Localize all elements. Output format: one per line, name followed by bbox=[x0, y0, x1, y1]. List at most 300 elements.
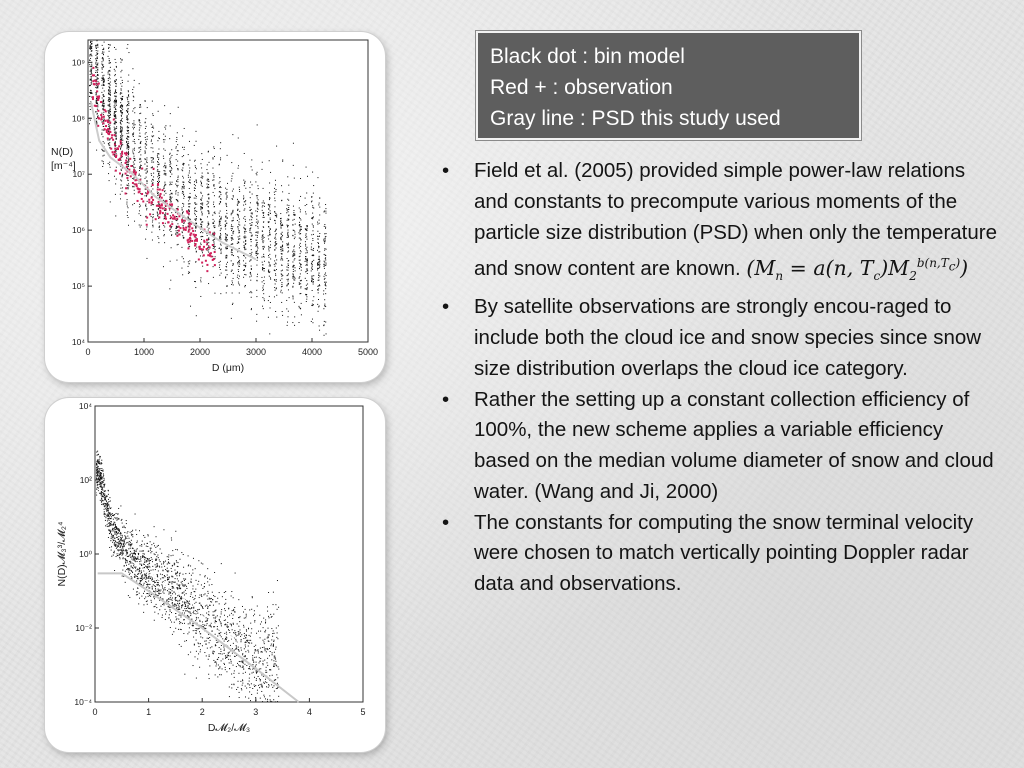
bin-model-dot bbox=[134, 203, 135, 204]
bin-model-dot bbox=[301, 226, 302, 227]
bin-model-dot bbox=[245, 644, 246, 645]
bin-model-dot bbox=[276, 269, 277, 270]
bin-model-dot bbox=[121, 119, 122, 120]
bin-model-dot bbox=[127, 533, 128, 534]
bin-model-dot bbox=[163, 218, 164, 219]
bin-model-dot bbox=[149, 561, 150, 562]
bin-model-dot bbox=[232, 134, 233, 135]
bin-model-dot bbox=[293, 206, 294, 207]
bin-model-dot bbox=[172, 603, 173, 604]
bin-model-dot bbox=[185, 585, 186, 586]
bin-model-dot bbox=[243, 627, 244, 628]
bin-model-dot bbox=[114, 69, 115, 70]
bin-model-dot bbox=[125, 562, 126, 563]
observation-marker bbox=[106, 129, 108, 131]
bin-model-dot bbox=[313, 208, 314, 209]
bin-model-dot bbox=[157, 236, 158, 237]
bin-model-dot bbox=[226, 286, 227, 287]
bin-model-dot bbox=[255, 235, 256, 236]
bin-model-dot bbox=[116, 67, 117, 68]
bin-model-dot bbox=[266, 667, 267, 668]
bin-model-dot bbox=[318, 275, 319, 276]
bin-model-dot bbox=[111, 534, 112, 535]
bin-model-dot bbox=[281, 270, 282, 271]
bin-model-dot bbox=[299, 282, 300, 283]
bin-model-dot bbox=[152, 167, 153, 168]
bin-model-dot bbox=[189, 167, 190, 168]
bin-model-dot bbox=[294, 231, 295, 232]
bin-model-dot bbox=[312, 218, 313, 219]
bin-model-dot bbox=[110, 106, 111, 107]
bin-model-dot bbox=[268, 271, 269, 272]
bin-model-dot bbox=[97, 72, 98, 73]
bin-model-dot bbox=[301, 314, 302, 315]
bin-model-dot bbox=[326, 275, 327, 276]
observation-marker bbox=[142, 200, 144, 202]
bin-model-dot bbox=[300, 196, 301, 197]
bin-model-dot bbox=[108, 173, 109, 174]
observation-marker bbox=[161, 197, 163, 199]
bin-model-dot bbox=[324, 241, 325, 242]
bin-model-dot bbox=[173, 587, 174, 588]
bin-model-dot bbox=[231, 284, 232, 285]
bin-model-dot bbox=[263, 285, 264, 286]
bin-model-dot bbox=[89, 48, 90, 49]
bin-model-dot bbox=[178, 607, 179, 608]
bin-model-dot bbox=[147, 166, 148, 167]
bin-model-dot bbox=[132, 530, 133, 531]
bin-model-dot bbox=[95, 87, 96, 88]
bin-model-dot bbox=[209, 625, 210, 626]
bin-model-dot bbox=[162, 587, 163, 588]
bin-model-dot bbox=[275, 184, 276, 185]
bin-model-dot bbox=[269, 204, 270, 205]
bin-model-dot bbox=[318, 259, 319, 260]
bin-model-dot bbox=[242, 606, 243, 607]
bin-model-dot bbox=[268, 249, 269, 250]
bin-model-dot bbox=[194, 145, 195, 146]
bin-model-dot bbox=[231, 249, 232, 250]
bin-model-dot bbox=[151, 576, 152, 577]
bin-model-dot bbox=[171, 540, 172, 541]
bin-model-dot bbox=[211, 602, 212, 603]
bin-model-dot bbox=[97, 113, 98, 114]
bin-model-dot bbox=[139, 571, 140, 572]
bin-model-dot bbox=[244, 185, 245, 186]
bin-model-dot bbox=[275, 243, 276, 244]
observation-marker bbox=[92, 80, 94, 82]
observation-marker bbox=[206, 264, 208, 266]
bin-model-dot bbox=[201, 596, 202, 597]
bin-model-dot bbox=[109, 162, 110, 163]
bin-model-dot bbox=[294, 251, 295, 252]
bin-model-dot bbox=[280, 291, 281, 292]
bin-model-dot bbox=[281, 284, 282, 285]
bin-model-dot bbox=[115, 98, 116, 99]
bin-model-dot bbox=[306, 289, 307, 290]
bin-model-dot bbox=[109, 91, 110, 92]
bin-model-dot bbox=[270, 247, 271, 248]
bin-model-dot bbox=[89, 55, 90, 56]
bin-model-dot bbox=[164, 105, 165, 106]
observation-marker bbox=[188, 228, 190, 230]
bin-model-dot bbox=[163, 562, 164, 563]
bin-model-dot bbox=[162, 586, 163, 587]
bin-model-dot bbox=[125, 582, 126, 583]
bin-model-dot bbox=[282, 246, 283, 247]
bin-model-dot bbox=[152, 225, 153, 226]
bin-model-dot bbox=[107, 505, 108, 506]
bin-model-dot bbox=[101, 481, 102, 482]
bin-model-dot bbox=[123, 543, 124, 544]
bin-model-dot bbox=[256, 662, 257, 663]
bin-model-dot bbox=[169, 581, 170, 582]
bin-model-dot bbox=[275, 191, 276, 192]
bin-model-dot bbox=[97, 485, 98, 486]
bin-model-dot bbox=[273, 614, 274, 615]
bin-model-dot bbox=[121, 104, 122, 105]
bin-model-dot bbox=[313, 248, 314, 249]
bin-model-dot bbox=[287, 279, 288, 280]
bin-model-dot bbox=[238, 626, 239, 627]
bin-model-dot bbox=[182, 156, 183, 157]
bin-model-dot bbox=[292, 266, 293, 267]
bin-model-dot bbox=[307, 226, 308, 227]
bin-model-dot bbox=[170, 201, 171, 202]
bin-model-dot bbox=[306, 236, 307, 237]
bin-model-dot bbox=[193, 599, 194, 600]
bin-model-dot bbox=[108, 97, 109, 98]
bin-model-dot bbox=[149, 567, 150, 568]
bin-model-dot bbox=[306, 261, 307, 262]
bin-model-dot bbox=[226, 213, 227, 214]
bin-model-dot bbox=[193, 637, 194, 638]
bin-model-dot bbox=[103, 96, 104, 97]
bin-model-dot bbox=[97, 67, 98, 68]
bin-model-dot bbox=[90, 85, 91, 86]
bin-model-dot bbox=[255, 650, 256, 651]
bin-model-dot bbox=[244, 664, 245, 665]
bin-model-dot bbox=[121, 162, 122, 163]
bin-model-dot bbox=[269, 669, 270, 670]
bin-model-dot bbox=[300, 264, 301, 265]
observation-marker bbox=[209, 255, 211, 257]
bin-model-dot bbox=[97, 484, 98, 485]
bin-model-dot bbox=[220, 293, 221, 294]
observation-markers bbox=[92, 67, 216, 272]
bin-model-dot bbox=[244, 182, 245, 183]
bin-model-dot bbox=[293, 214, 294, 215]
bin-model-dot bbox=[243, 270, 244, 271]
bin-model-dot bbox=[217, 636, 218, 637]
bin-model-dot bbox=[171, 168, 172, 169]
bin-model-dot bbox=[268, 208, 269, 209]
bin-model-dot bbox=[178, 150, 179, 151]
bin-model-dot bbox=[238, 242, 239, 243]
bin-model-dot bbox=[109, 125, 110, 126]
bin-model-dot bbox=[256, 195, 257, 196]
bin-model-dot bbox=[270, 219, 271, 220]
bin-model-dot bbox=[135, 530, 136, 531]
bin-model-dot bbox=[131, 553, 132, 554]
bin-model-dot bbox=[257, 185, 258, 186]
bin-model-dot bbox=[115, 142, 116, 143]
bin-model-dot bbox=[127, 99, 128, 100]
bin-model-dot bbox=[144, 195, 145, 196]
bin-model-dot bbox=[212, 215, 213, 216]
bin-model-dot bbox=[136, 594, 137, 595]
bin-model-dot bbox=[313, 227, 314, 228]
bin-model-dot bbox=[126, 110, 127, 111]
bin-model-dot bbox=[243, 242, 244, 243]
bin-model-dot bbox=[319, 236, 320, 237]
bin-model-dot bbox=[243, 638, 244, 639]
bin-model-dot bbox=[154, 553, 155, 554]
bin-model-dot bbox=[218, 657, 219, 658]
bin-model-dot bbox=[165, 223, 166, 224]
observation-marker bbox=[124, 152, 126, 154]
bin-model-dot bbox=[268, 226, 269, 227]
bin-model-dot bbox=[182, 170, 183, 171]
bin-model-dot bbox=[158, 164, 159, 165]
bin-model-dot bbox=[106, 501, 107, 502]
psd-chart-top bbox=[45, 32, 385, 382]
bin-model-dot bbox=[95, 62, 96, 63]
bin-model-dot bbox=[125, 539, 126, 540]
bin-model-dot bbox=[157, 576, 158, 577]
bin-model-dot bbox=[181, 629, 182, 630]
bin-model-dot bbox=[183, 610, 184, 611]
bin-model-dot bbox=[121, 538, 122, 539]
bin-model-dot bbox=[245, 237, 246, 238]
bin-model-dot bbox=[168, 559, 169, 560]
observation-marker bbox=[92, 74, 94, 76]
bin-model-dot bbox=[151, 232, 152, 233]
bin-model-dot bbox=[139, 151, 140, 152]
observation-marker bbox=[198, 258, 200, 260]
bin-model-dot bbox=[250, 280, 251, 281]
bin-model-dot bbox=[110, 524, 111, 525]
bin-model-dot bbox=[127, 562, 128, 563]
bin-model-dot bbox=[122, 80, 123, 81]
bin-model-dot bbox=[240, 641, 241, 642]
bin-model-dot bbox=[312, 207, 313, 208]
observation-marker bbox=[184, 220, 186, 222]
bin-model-dot bbox=[190, 197, 191, 198]
bin-model-dot bbox=[128, 175, 129, 176]
bin-model-dot bbox=[325, 255, 326, 256]
bin-model-dot bbox=[138, 139, 139, 140]
bin-model-dot bbox=[205, 606, 206, 607]
bin-model-dot bbox=[114, 176, 115, 177]
observation-marker bbox=[112, 151, 114, 153]
bin-model-dot bbox=[257, 274, 258, 275]
bin-model-dot bbox=[217, 642, 218, 643]
bin-model-dot bbox=[251, 166, 252, 167]
bin-model-dot bbox=[96, 60, 97, 61]
bin-model-dot bbox=[146, 258, 147, 259]
bin-model-dot bbox=[147, 546, 148, 547]
bin-model-dot bbox=[249, 635, 250, 636]
observation-marker bbox=[167, 213, 169, 215]
bin-model-dot bbox=[103, 75, 104, 76]
bin-model-dot bbox=[254, 684, 255, 685]
bin-model-dot bbox=[233, 624, 234, 625]
bin-model-dot bbox=[196, 611, 197, 612]
bin-model-dot bbox=[262, 239, 263, 240]
bin-model-dot bbox=[111, 556, 112, 557]
bin-model-dot bbox=[277, 609, 278, 610]
bin-model-dot bbox=[90, 54, 91, 55]
bin-model-dot bbox=[108, 100, 109, 101]
bin-model-dot bbox=[177, 578, 178, 579]
bin-model-dot bbox=[141, 575, 142, 576]
bin-model-dot bbox=[240, 661, 241, 662]
bin-model-dot bbox=[207, 164, 208, 165]
bin-model-dot bbox=[235, 656, 236, 657]
observation-marker bbox=[120, 155, 122, 157]
bin-model-dot bbox=[139, 122, 140, 123]
bin-model-dot bbox=[160, 593, 161, 594]
bin-model-dot bbox=[268, 684, 269, 685]
bin-model-dot bbox=[140, 551, 141, 552]
bin-model-dot bbox=[110, 108, 111, 109]
bin-model-dot bbox=[226, 292, 227, 293]
bin-model-dot bbox=[146, 209, 147, 210]
bin-model-dot bbox=[91, 83, 92, 84]
bin-model-dot bbox=[216, 663, 217, 664]
bin-model-dot bbox=[114, 101, 115, 102]
bin-model-dot bbox=[219, 183, 220, 184]
bin-model-dot bbox=[249, 219, 250, 220]
bin-model-dot bbox=[306, 225, 307, 226]
bin-model-dot bbox=[112, 542, 113, 543]
bin-model-dot bbox=[130, 555, 131, 556]
bin-model-dot bbox=[268, 640, 269, 641]
bin-model-dot bbox=[140, 193, 141, 194]
bin-model-dot bbox=[110, 138, 111, 139]
observation-marker bbox=[92, 67, 94, 69]
bin-model-dot bbox=[243, 236, 244, 237]
bin-model-dot bbox=[102, 75, 103, 76]
bin-model-dot bbox=[159, 227, 160, 228]
observation-marker bbox=[160, 207, 162, 209]
bin-model-dot bbox=[163, 139, 164, 140]
bin-model-dot bbox=[212, 615, 213, 616]
bin-model-dot bbox=[311, 263, 312, 264]
bin-model-dot bbox=[128, 95, 129, 96]
bin-model-dot bbox=[241, 689, 242, 690]
bin-model-dot bbox=[96, 67, 97, 68]
bin-model-dot bbox=[170, 157, 171, 158]
bin-model-dot bbox=[317, 242, 318, 243]
bin-model-dot bbox=[213, 179, 214, 180]
bin-model-dot bbox=[170, 153, 171, 154]
bin-model-dot bbox=[127, 531, 128, 532]
observation-marker bbox=[132, 182, 134, 184]
bin-model-dot bbox=[145, 192, 146, 193]
bin-model-dot bbox=[209, 654, 210, 655]
bin-model-dot bbox=[201, 193, 202, 194]
bin-model-dot bbox=[244, 245, 245, 246]
bin-model-dot bbox=[263, 238, 264, 239]
bin-model-dot bbox=[189, 260, 190, 261]
bin-model-dot bbox=[171, 599, 172, 600]
bin-model-dot bbox=[115, 62, 116, 63]
bin-model-dot bbox=[231, 687, 232, 688]
bin-model-dot bbox=[216, 665, 217, 666]
bin-model-dot bbox=[128, 543, 129, 544]
bin-model-dot bbox=[131, 531, 132, 532]
bin-model-dot bbox=[254, 677, 255, 678]
bin-model-dot bbox=[196, 131, 197, 132]
bin-model-dot bbox=[288, 225, 289, 226]
bin-model-dot bbox=[121, 169, 122, 170]
bin-model-dot bbox=[189, 198, 190, 199]
bin-model-dot bbox=[109, 113, 110, 114]
bin-model-dot bbox=[262, 262, 263, 263]
bin-model-dot bbox=[168, 584, 169, 585]
bin-model-dot bbox=[106, 504, 107, 505]
bin-model-dot bbox=[118, 528, 119, 529]
bin-model-dot bbox=[109, 88, 110, 89]
bin-model-dot bbox=[233, 665, 234, 666]
bin-model-dot bbox=[126, 157, 127, 158]
bin-model-dot bbox=[220, 142, 221, 143]
bin-model-dot bbox=[221, 611, 222, 612]
bin-model-dot bbox=[178, 629, 179, 630]
bin-model-dot bbox=[300, 283, 301, 284]
observation-marker bbox=[165, 208, 167, 210]
bin-model-dot bbox=[177, 595, 178, 596]
bin-model-dot bbox=[324, 305, 325, 306]
bin-model-dot bbox=[300, 260, 301, 261]
bin-model-dot bbox=[109, 74, 110, 75]
observation-marker bbox=[129, 158, 131, 160]
bin-model-dot bbox=[191, 594, 192, 595]
bin-model-dot bbox=[172, 597, 173, 598]
bin-model-dot bbox=[231, 625, 232, 626]
bin-model-dot bbox=[305, 261, 306, 262]
bin-model-dot bbox=[190, 581, 191, 582]
bin-model-dot bbox=[257, 231, 258, 232]
observation-marker bbox=[187, 239, 189, 241]
observation-marker bbox=[125, 187, 127, 189]
bin-model-dot bbox=[195, 630, 196, 631]
bin-model-dot bbox=[275, 290, 276, 291]
bin-model-dot bbox=[307, 283, 308, 284]
bin-model-dot bbox=[103, 161, 104, 162]
bin-model-dot bbox=[182, 203, 183, 204]
bin-model-dot bbox=[275, 239, 276, 240]
bin-model-dot bbox=[280, 280, 281, 281]
bin-model-dot bbox=[110, 62, 111, 63]
bin-model-dot bbox=[120, 543, 121, 544]
bin-model-dot bbox=[208, 245, 209, 246]
bin-model-dot bbox=[198, 560, 199, 561]
bin-model-dot bbox=[317, 286, 318, 287]
bin-model-dot bbox=[258, 209, 259, 210]
bin-model-dot bbox=[172, 550, 173, 551]
bin-model-dot bbox=[301, 267, 302, 268]
bin-model-dot bbox=[123, 544, 124, 545]
bin-model-dot bbox=[144, 559, 145, 560]
bin-model-dot bbox=[183, 194, 184, 195]
bin-model-dot bbox=[300, 266, 301, 267]
bin-model-dot bbox=[186, 588, 187, 589]
bin-model-dot bbox=[257, 197, 258, 198]
bin-model-dot bbox=[256, 290, 257, 291]
